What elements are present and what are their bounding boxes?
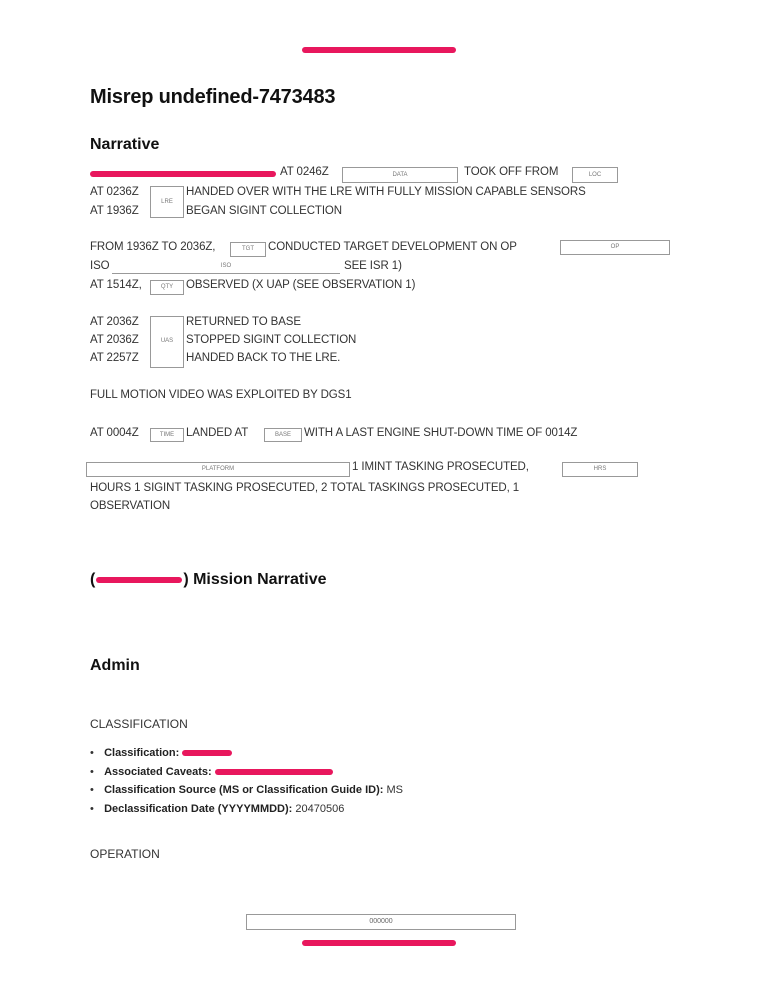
- box-label: PLATFORM: [201, 466, 235, 472]
- narrative-line-2: AT 0236Z: [90, 186, 139, 198]
- page-title: Misrep undefined-7473483: [90, 86, 336, 108]
- box-label: TGT: [242, 246, 254, 252]
- box-label: LOC: [588, 172, 602, 178]
- caveats-redaction: [215, 769, 333, 775]
- source-item-label: Classification Source (MS or Classification Guide ID):: [104, 784, 384, 796]
- narrative-line-11: AT 0004Z: [90, 427, 139, 439]
- source-item-value: MS: [386, 784, 403, 796]
- redacted-field-box: [150, 316, 184, 368]
- declass-item-value: 20470506: [295, 802, 345, 815]
- redacted-field-box: [264, 428, 302, 442]
- redacted-field-box: [562, 462, 638, 477]
- mission-narrative-heading: [90, 571, 326, 589]
- box-label: QTY: [160, 284, 174, 290]
- narrative-line-4: FROM 1936Z TO 2036Z,: [90, 241, 216, 253]
- redacted-field-box: [150, 428, 184, 442]
- admin-heading: Admin: [90, 657, 140, 674]
- narrative-line-1: AT 0246Z: [280, 166, 329, 178]
- box-label: UAS: [160, 338, 174, 344]
- narrative-line-6: AT 1514Z,: [90, 279, 142, 291]
- list-item: [90, 744, 403, 763]
- narrative-line-6-rest: OBSERVED (X UAP (SEE OBSERVATION 1): [186, 279, 416, 291]
- narrative-line-7: AT 2036Z: [90, 316, 139, 328]
- narrative-line-11-c: WITH A LAST ENGINE SHUT-DOWN TIME OF 0014Z: [304, 427, 578, 439]
- list-item: [90, 800, 403, 819]
- narrative-line-11-b: LANDED AT: [186, 427, 249, 439]
- narrative-line-8-rest: STOPPED SIGINT COLLECTION: [186, 334, 357, 346]
- redacted-field-box: [112, 260, 340, 274]
- narrative-line-9-rest: HANDED BACK TO THE LRE.: [186, 352, 341, 364]
- narrative-line-5-rest: SEE ISR 1): [344, 260, 402, 272]
- narrative-line-13: HOURS 1 SIGINT TASKING PROSECUTED, 2 TOTAL TASKINGS PROSECUTED, 1: [90, 482, 520, 494]
- narrative-line-10: FULL MOTION VIDEO WAS EXPLOITED BY DGS1: [90, 389, 352, 401]
- box-label: BASE: [274, 432, 291, 438]
- narrative-line-12: 1 IMINT TASKING PROSECUTED,: [352, 461, 529, 473]
- heading-suffix: ) Mission Narrative: [183, 571, 327, 588]
- redacted-field-box: [342, 167, 458, 183]
- mission-narrative-redaction: [96, 577, 182, 583]
- classification-label: CLASSIFICATION: [90, 717, 188, 731]
- redacted-field-box: [560, 240, 670, 255]
- list-item: [90, 763, 403, 782]
- operation-label: OPERATION: [90, 847, 160, 861]
- box-label: OP: [610, 244, 620, 250]
- top-classification-redaction: [302, 47, 456, 53]
- heading-prefix: (: [90, 571, 96, 588]
- list-item: [90, 781, 403, 800]
- box-label: DATA: [392, 172, 408, 178]
- narrative-line-1-tookoff: TOOK OFF FROM: [464, 166, 559, 178]
- box-label: HRS: [593, 466, 607, 472]
- bottom-classification-redaction: [302, 940, 456, 946]
- narrative-redaction-1: [90, 171, 276, 177]
- narrative-line-3-rest: BEGAN SIGINT COLLECTION: [186, 205, 342, 217]
- narrative-line-14: OBSERVATION: [90, 500, 171, 512]
- narrative-line-8: AT 2036Z: [90, 334, 139, 346]
- box-label: ISO: [220, 263, 232, 269]
- declass-item-label: Declassification Date (YYYYMMDD):: [104, 802, 293, 815]
- narrative-line-5: ISO: [90, 260, 110, 272]
- classification-list: [90, 744, 403, 818]
- redacted-field-box: [230, 242, 266, 257]
- box-label: TIME: [159, 432, 175, 438]
- redacted-field-box: [572, 167, 618, 183]
- classification-item-label: Classification:: [104, 747, 180, 759]
- footer-box: 000000: [246, 914, 516, 930]
- redacted-field-box: [86, 462, 350, 477]
- narrative-line-7-rest: RETURNED TO BASE: [186, 316, 301, 328]
- classification-redaction: [182, 750, 232, 756]
- narrative-line-4-rest: CONDUCTED TARGET DEVELOPMENT ON OP: [268, 241, 517, 253]
- redacted-field-box: [150, 280, 184, 295]
- narrative-heading: Narrative: [90, 136, 160, 153]
- narrative-line-3: AT 1936Z: [90, 205, 139, 217]
- redacted-field-box: [150, 186, 184, 218]
- narrative-line-9: AT 2257Z: [90, 352, 139, 364]
- box-label: LRE: [161, 199, 173, 205]
- narrative-line-2-rest: HANDED OVER WITH THE LRE WITH FULLY MISSION CAPABLE SENSORS: [186, 186, 586, 198]
- caveats-item-label: Associated Caveats:: [104, 765, 212, 778]
